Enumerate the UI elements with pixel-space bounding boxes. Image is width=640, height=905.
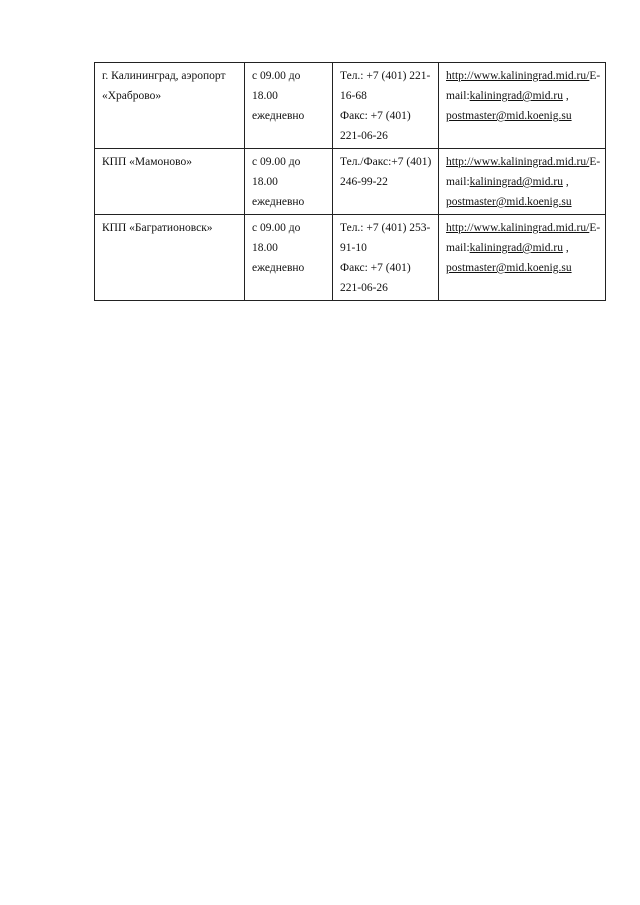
phone-line: Факс: +7 (401) bbox=[340, 262, 411, 274]
website-link[interactable]: http://www.kaliningrad.mid.ru/ bbox=[446, 222, 590, 234]
email-prefix: mail: bbox=[446, 242, 470, 254]
phone-cell bbox=[333, 215, 439, 301]
web-suffix: E- bbox=[589, 70, 601, 82]
website-link[interactable]: http://www.kaliningrad.mid.ru/ bbox=[446, 70, 590, 82]
phone-line: 246-99-22 bbox=[340, 176, 388, 188]
email-link[interactable]: kaliningrad@mid.ru bbox=[469, 90, 563, 102]
phone-line: 221-06-26 bbox=[340, 130, 388, 142]
place-cell bbox=[95, 215, 245, 301]
place-line: КПП «Мамоново» bbox=[102, 156, 193, 168]
contact-cell bbox=[439, 149, 606, 215]
email-link[interactable]: kaliningrad@mid.ru bbox=[469, 242, 563, 254]
website-link[interactable]: http://www.kaliningrad.mid.ru/ bbox=[446, 156, 590, 168]
email-link[interactable]: postmaster@mid.koenig.su bbox=[446, 110, 572, 122]
contacts-table bbox=[94, 62, 606, 301]
hours-cell bbox=[245, 149, 333, 215]
contact-cell bbox=[439, 215, 606, 301]
hours-line: ежедневно bbox=[252, 110, 305, 122]
phone-line: Тел.: +7 (401) 253- bbox=[340, 222, 431, 234]
hours-line: 18.00 bbox=[252, 90, 278, 102]
table-row bbox=[95, 215, 606, 301]
hours-line: с 09.00 до bbox=[252, 70, 301, 82]
email-line bbox=[446, 86, 600, 106]
web-line bbox=[446, 218, 600, 238]
place-line: КПП «Багратионовск» bbox=[102, 222, 213, 234]
email-link[interactable]: kaliningrad@mid.ru bbox=[469, 176, 563, 188]
email-suffix: , bbox=[562, 176, 569, 188]
phone-line: 91-10 bbox=[340, 242, 367, 254]
phone-line: Тел./Факс:+7 (401) bbox=[340, 156, 432, 168]
place-line: «Храброво» bbox=[102, 90, 162, 102]
phone-cell bbox=[333, 63, 439, 149]
email-line bbox=[446, 258, 600, 278]
phone-cell bbox=[333, 149, 439, 215]
contact-cell bbox=[439, 63, 606, 149]
phone-line: 16-68 bbox=[340, 90, 367, 102]
web-suffix: E- bbox=[589, 156, 601, 168]
email-suffix: , bbox=[562, 90, 569, 102]
place-cell bbox=[95, 149, 245, 215]
web-line bbox=[446, 152, 600, 172]
hours-cell bbox=[245, 63, 333, 149]
email-line bbox=[446, 106, 600, 126]
phone-line: Факс: +7 (401) bbox=[340, 110, 411, 122]
phone-line: Тел.: +7 (401) 221- bbox=[340, 70, 431, 82]
table-row bbox=[95, 149, 606, 215]
email-prefix: mail: bbox=[446, 176, 470, 188]
hours-cell bbox=[245, 215, 333, 301]
email-prefix: mail: bbox=[446, 90, 470, 102]
hours-line: 18.00 bbox=[252, 242, 278, 254]
email-line bbox=[446, 192, 600, 212]
email-suffix: , bbox=[562, 242, 569, 254]
email-line bbox=[446, 172, 600, 192]
web-line bbox=[446, 66, 600, 86]
place-line: г. Калининград, аэропорт bbox=[102, 70, 226, 82]
hours-line: ежедневно bbox=[252, 262, 305, 274]
place-cell bbox=[95, 63, 245, 149]
hours-line: 18.00 bbox=[252, 176, 278, 188]
hours-line: с 09.00 до bbox=[252, 156, 301, 168]
hours-line: с 09.00 до bbox=[252, 222, 301, 234]
hours-line: ежедневно bbox=[252, 196, 305, 208]
email-link[interactable]: postmaster@mid.koenig.su bbox=[446, 196, 572, 208]
table-row bbox=[95, 63, 606, 149]
phone-line: 221-06-26 bbox=[340, 282, 388, 294]
web-suffix: E- bbox=[589, 222, 601, 234]
email-link[interactable]: postmaster@mid.koenig.su bbox=[446, 262, 572, 274]
email-line bbox=[446, 238, 600, 258]
